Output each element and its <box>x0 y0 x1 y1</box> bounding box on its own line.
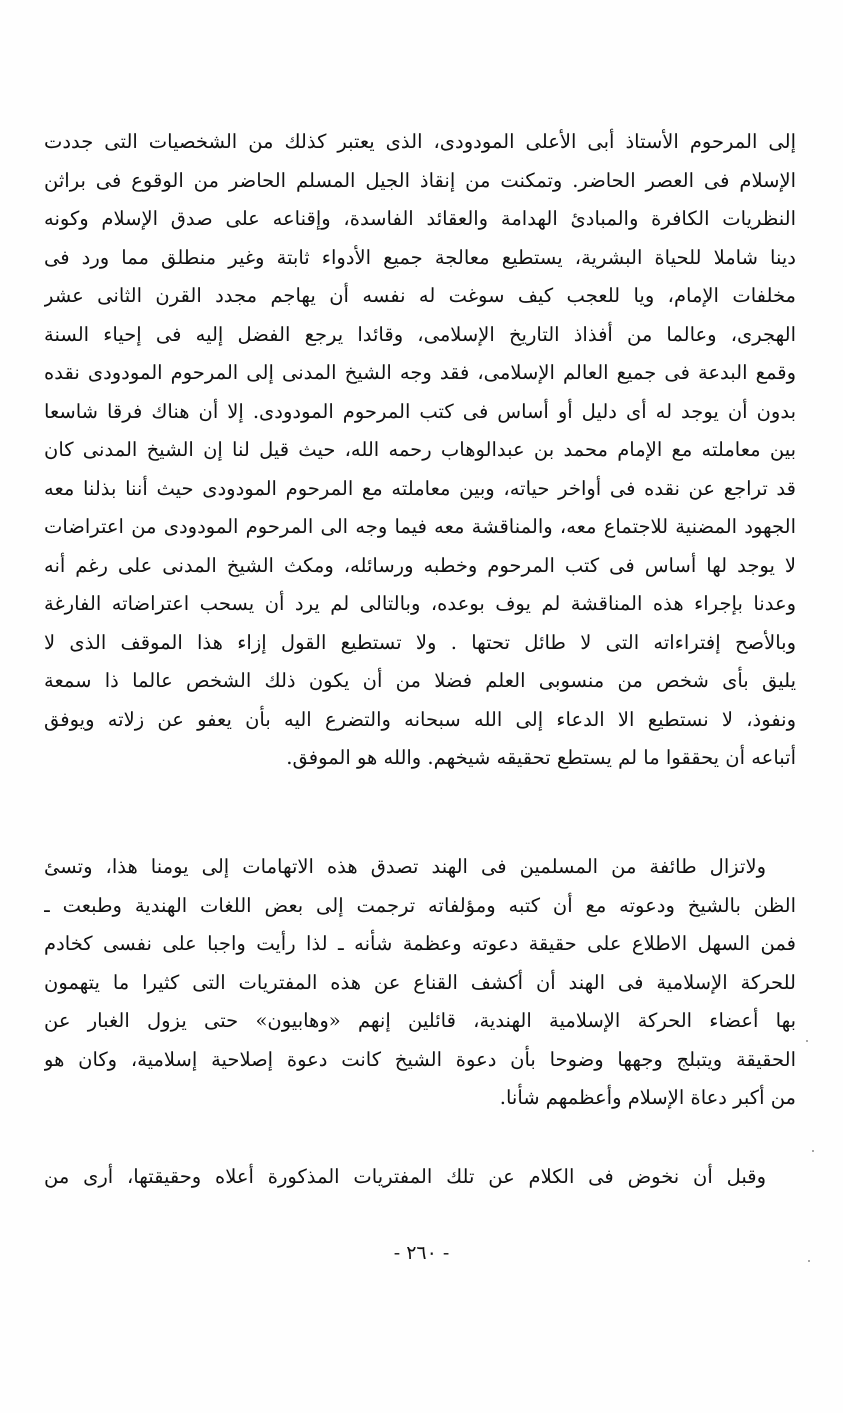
text-line: الجهود المضنية للاجتماع معه، والمناقشة معه فيما وجه الى المرحوم المودودى من اعتراضات <box>44 515 796 538</box>
text-line: أتباعه أن يحققوا ما لم يستطع تحقيقه شيخهم. والله هو الموفق. <box>286 746 796 769</box>
text-line: للحركة الإسلامية فى الهند أن أكشف القناع عن هذه المفتريات التى كثيرا ما يتهمون <box>44 970 796 994</box>
text-line: وقمع البدعة فى جميع العالم الإسلامى، فقد وجه الشيخ المدنى إلى المرحوم المودودى نقده <box>44 361 796 384</box>
text-line: بدون أن يوجد له أى دليل أو أساس فى كتب المرحوم المودودى. إلا أن هناك فرقا شاسعا <box>44 399 796 423</box>
text-line: الهجرى، وعالما من أفذاذ التاريخ الإسلامى، وقائدا يرجع الفضل إليه فى إحياء السنة <box>44 322 796 346</box>
page-number: - ٢٦٠ - <box>393 1242 450 1264</box>
text-line: الإسلام فى العصر الحاضر. وتمكنت من إنقاذ الجيل المسلم الحاضر من الوقوع فى براثن <box>44 168 796 192</box>
text-line: من أكبر دعاة الإسلام وأعظمهم شأنا. <box>499 1086 796 1109</box>
text-line: بها أعضاء الحركة الإسلامية الهندية، قائلين إنهم «وهابيون» حتى يزول الغبار عن <box>44 1009 796 1032</box>
text-line: ونفوذ، لا نستطيع الا الدعاء إلى الله سبحانه والتضرع اليه بأن يعفو عن زلاته ويوفق <box>44 707 796 731</box>
text-line: فمن السهل الاطلاع على حقيقة دعوته وعظمة شأنه ـ لذا رأيت واجبا على نفسى كخادم <box>44 932 796 955</box>
text-line: وعدنا بإجراء هذه المناقشة لم يوف بوعده، وبالتالى لم يرد أن يسحب اعتراضاته الفارغة <box>44 592 796 615</box>
text-line: وقبل أن نخوض فى الكلام عن تلك المفتريات المذكورة أعلاه وحقيقتها، أرى من <box>44 1165 766 1188</box>
paragraph-1 <box>44 123 796 778</box>
scan-speck <box>806 1040 808 1042</box>
paragraph-2 <box>44 848 796 1118</box>
scan-speck <box>808 1260 810 1262</box>
text-line: قد تراجع عن نقده فى أواخر حياته، وبين معاملته مع المرحوم المودودى حيث أننا بذلنا معه <box>44 476 796 500</box>
text-line: لا يوجد لها أساس فى كتب المرحوم وخطبه ورسائله، ومكث الشيخ المدنى على رغم أنه <box>44 553 796 577</box>
text-line: إلى المرحوم الأستاذ أبى الأعلى المودودى، الذى يعتبر كذلك من الشخصيات التى جددت <box>44 130 796 153</box>
text-line: ولاتزال طائفة من المسلمين فى الهند تصدق هذه الاتهامات إلى يومنا هذا، وتسئ <box>44 855 766 878</box>
text-line: الظن بالشيخ ودعوته مع أن كتبه ومؤلفاته ترجمت إلى بعض اللغات الهندية وطبعت ـ <box>44 893 796 917</box>
scan-speck <box>812 1150 814 1152</box>
text-line: وبالأصح إفتراءاته التى لا طائل تحتها . ولا تستطيع القول إزاء هذا الموقف الذى لا <box>44 630 796 654</box>
paragraph-3 <box>44 1158 796 1197</box>
text-line: مخلفات الإمام، ويا للعجب كيف سوغت له نفسه أن يهاجم مجدد القرن الثانى عشر <box>44 284 796 307</box>
text-line: النظريات الكافرة والمبادئ الهدامة والعقائد الفاسدة، وإقناعه على صدق الإسلام وكونه <box>44 207 796 230</box>
text-line: الحقيقة ويتبلج وجهها وضوحا بأن دعوة الشيخ كانت دعوة إصلاحية إسلامية، وكان هو <box>44 1047 796 1071</box>
text-line: دينا شاملا للحياة البشرية، يستطيع معالجة جميع الأدواء ثابتة وغير منطلق مما ورد فى <box>44 245 796 269</box>
text-line: يليق بأى شخص من منسوبى العلم فضلا من أن يكون ذلك الشخص عالما ذا سمعة <box>44 669 796 692</box>
text-line: بين معاملته مع الإمام محمد بن عبدالوهاب رحمه الله، حيث قيل لنا إن الشيخ المدنى كان <box>44 438 796 461</box>
